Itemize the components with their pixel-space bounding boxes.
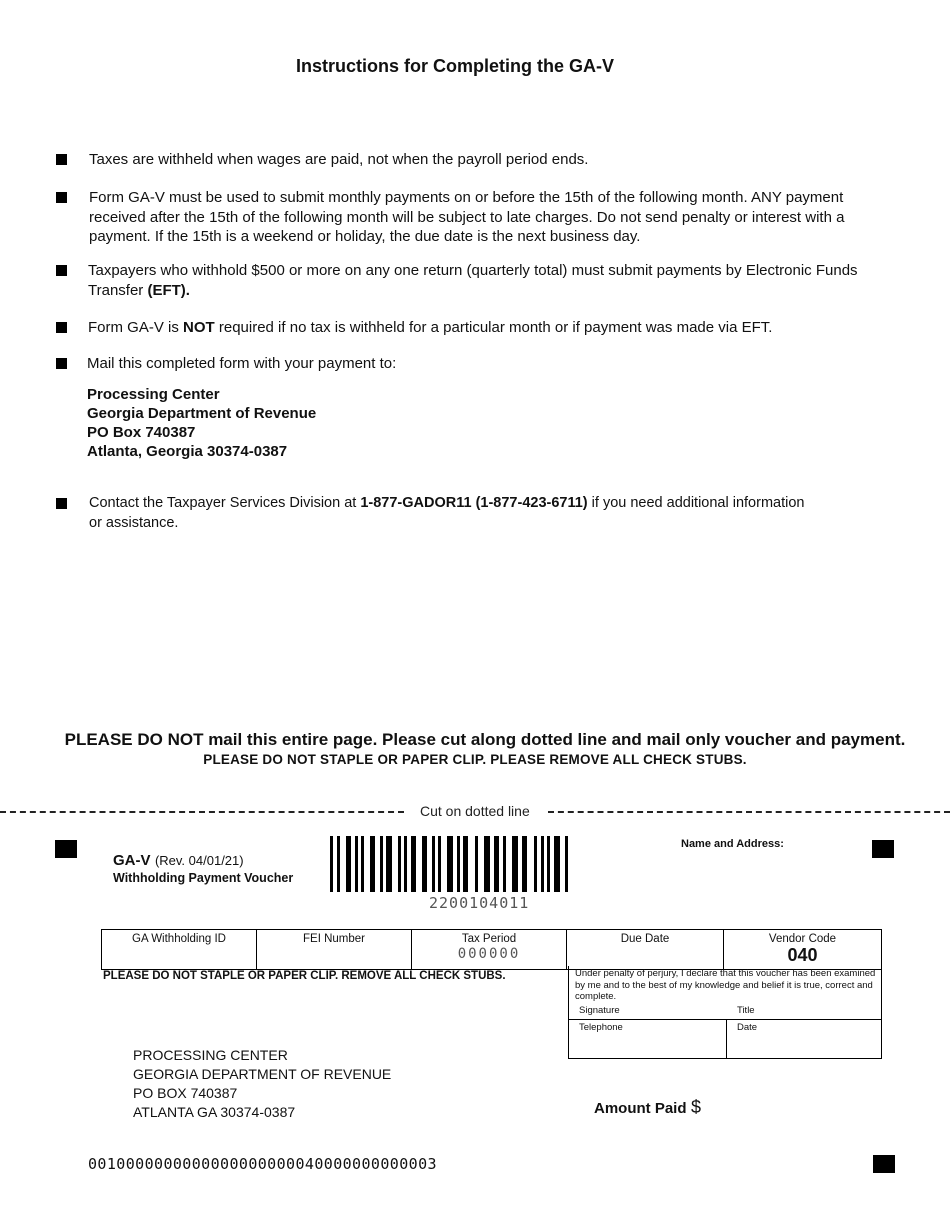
barcode-bar bbox=[565, 836, 568, 892]
vendor-code-field bbox=[724, 930, 882, 970]
date-input[interactable] bbox=[727, 1021, 881, 1057]
instruction-line: Form GA-V must be used to submit monthly payments on or before the 15th of the following month. ANY payment bbox=[89, 189, 844, 206]
title-label: Title bbox=[737, 1005, 755, 1016]
tax-period-field[interactable] bbox=[412, 930, 567, 970]
barcode-bar bbox=[484, 836, 490, 892]
barcode-bar bbox=[411, 836, 416, 892]
voucher-fields-table bbox=[101, 929, 882, 970]
bullet-marker bbox=[56, 154, 67, 165]
field-label: FEI Number bbox=[303, 933, 365, 945]
field-label: Vendor Code bbox=[768, 933, 837, 945]
barcode-bar bbox=[432, 836, 435, 892]
field-label: Due Date bbox=[620, 933, 670, 945]
signature-block bbox=[568, 966, 882, 1059]
registration-mark bbox=[873, 1155, 895, 1173]
bullet-marker bbox=[56, 498, 67, 509]
barcode-number: 2200104011 bbox=[429, 894, 530, 912]
barcode-bar bbox=[447, 836, 453, 892]
title-input[interactable] bbox=[727, 1006, 881, 1018]
barcode bbox=[330, 836, 568, 892]
registration-mark bbox=[55, 840, 77, 858]
instruction-text: Contact the Taxpayer Services Division at bbox=[89, 495, 361, 511]
form-id: GA-V bbox=[113, 852, 151, 869]
barcode-bar bbox=[386, 836, 392, 892]
date-label: Date bbox=[737, 1022, 758, 1033]
signature-divider bbox=[569, 1019, 881, 1020]
form-revision: (Rev. 04/01/21) bbox=[154, 853, 244, 868]
instruction-text: Transfer bbox=[88, 281, 148, 299]
barcode-bar bbox=[370, 836, 375, 892]
mail-notice: PLEASE DO NOT mail this entire page. Please cut along dotted line and mail only voucher and payment. bbox=[64, 730, 906, 749]
address-line: Georgia Department of Revenue bbox=[87, 405, 317, 422]
bullet-marker bbox=[56, 265, 67, 276]
address-line: Processing Center bbox=[87, 386, 220, 403]
barcode-bar bbox=[522, 836, 527, 892]
instruction-text: required if no tax is withheld for a particular month or if payment was made via EFT. bbox=[214, 319, 773, 336]
barcode-bar bbox=[330, 836, 333, 892]
barcode-bar bbox=[457, 836, 460, 892]
barcode-bar bbox=[534, 836, 537, 892]
address-line: PROCESSING CENTER bbox=[133, 1047, 288, 1063]
signature-input[interactable] bbox=[569, 1006, 726, 1018]
barcode-bar bbox=[355, 836, 358, 892]
fei-number-field[interactable] bbox=[257, 930, 412, 970]
instruction-text: if you need additional information bbox=[587, 495, 805, 511]
perjury-statement: Under penalty of perjury, I declare that this voucher has been examined by me and to the best of my knowledge and belief it is true, correct and complete. bbox=[575, 968, 876, 1002]
eft-emphasis: (EFT). bbox=[147, 281, 190, 299]
vendor-code-value: 040 bbox=[787, 945, 818, 965]
amount-paid-field[interactable] bbox=[594, 1097, 701, 1118]
voucher-heading bbox=[113, 852, 293, 885]
amount-paid-label: Amount Paid bbox=[594, 1100, 687, 1117]
barcode-bar bbox=[438, 836, 441, 892]
barcode-bar bbox=[475, 836, 478, 892]
field-label: GA Withholding ID bbox=[132, 933, 226, 945]
telephone-input[interactable] bbox=[569, 1021, 726, 1057]
barcode-bar bbox=[398, 836, 401, 892]
instruction-line bbox=[88, 281, 938, 301]
name-address-label: Name and Address: bbox=[681, 838, 784, 850]
staple-notice: PLEASE DO NOT STAPLE OR PAPER CLIP. PLEASE REMOVE ALL CHECK STUBS. bbox=[203, 752, 747, 767]
dashed-line-right bbox=[548, 811, 950, 813]
instruction-eft bbox=[88, 261, 938, 300]
signature-label: Signature bbox=[579, 1005, 620, 1016]
barcode-bar bbox=[512, 836, 518, 892]
processing-center-address bbox=[133, 1046, 391, 1122]
barcode-bar bbox=[380, 836, 383, 892]
instruction-line bbox=[89, 494, 929, 514]
scan-line: 0010000000000000000000040000000000003 bbox=[88, 1155, 437, 1173]
address-line: ATLANTA GA 30374-0387 bbox=[133, 1104, 296, 1120]
barcode-bar bbox=[547, 836, 550, 892]
registration-mark bbox=[872, 840, 894, 858]
instruction-contact bbox=[89, 494, 929, 533]
telephone-label: Telephone bbox=[579, 1022, 623, 1033]
cut-label: Cut on dotted line bbox=[420, 803, 530, 819]
instruction-line: received after the 15th of the following month will be subject to late charges. Do not send penalty or interest with a bbox=[89, 208, 845, 226]
barcode-bar bbox=[422, 836, 427, 892]
bullet-marker bbox=[56, 358, 67, 369]
voucher-staple-notice: PLEASE DO NOT STAPLE OR PAPER CLIP. REMOVE ALL CHECK STUBS. bbox=[103, 970, 506, 982]
instruction-monthly-payments bbox=[89, 188, 929, 247]
dashed-line-left bbox=[0, 811, 404, 813]
instruction-mail: Mail this completed form with your payment to: bbox=[87, 355, 397, 372]
barcode-bar bbox=[541, 836, 544, 892]
barcode-bar bbox=[494, 836, 499, 892]
tax-period-value: 000000 bbox=[457, 946, 521, 962]
not-emphasis: NOT bbox=[183, 319, 215, 336]
currency-symbol: $ bbox=[690, 1097, 701, 1117]
address-line: GEORGIA DEPARTMENT OF REVENUE bbox=[133, 1066, 392, 1082]
instruction-withholding-timing: Taxes are withheld when wages are paid, not when the payroll period ends. bbox=[89, 151, 589, 168]
cut-line bbox=[0, 803, 950, 819]
barcode-bar bbox=[404, 836, 407, 892]
bullet-marker bbox=[56, 192, 67, 203]
barcode-bar bbox=[361, 836, 364, 892]
instruction-text: Form GA-V is bbox=[88, 319, 184, 336]
instruction-not-required bbox=[88, 318, 772, 338]
page-title: Instructions for Completing the GA-V bbox=[296, 56, 614, 76]
instruction-line: or assistance. bbox=[89, 514, 179, 531]
due-date-field[interactable] bbox=[567, 930, 724, 970]
barcode-bar bbox=[503, 836, 506, 892]
voucher-subtitle: Withholding Payment Voucher bbox=[113, 871, 294, 885]
barcode-bar bbox=[337, 836, 340, 892]
barcode-bar bbox=[463, 836, 468, 892]
phone-number: 1-877-GADOR11 (1-877-423-6711) bbox=[360, 495, 588, 511]
address-line: PO Box 740387 bbox=[87, 424, 196, 441]
field-label: Tax Period bbox=[461, 933, 517, 945]
bullet-marker bbox=[56, 322, 67, 333]
ga-withholding-id-field[interactable] bbox=[102, 930, 257, 970]
address-line: PO BOX 740387 bbox=[133, 1085, 238, 1101]
mailing-address bbox=[87, 385, 316, 461]
instruction-line: Taxpayers who withhold $500 or more on any one return (quarterly total) must submit payments by Electronic Funds bbox=[88, 262, 858, 279]
instruction-line: payment. If the 15th is a weekend or holiday, the due date is the next business day. bbox=[89, 228, 641, 245]
address-line: Atlanta, Georgia 30374-0387 bbox=[87, 443, 288, 460]
barcode-bar bbox=[346, 836, 351, 892]
barcode-bar bbox=[554, 836, 560, 892]
